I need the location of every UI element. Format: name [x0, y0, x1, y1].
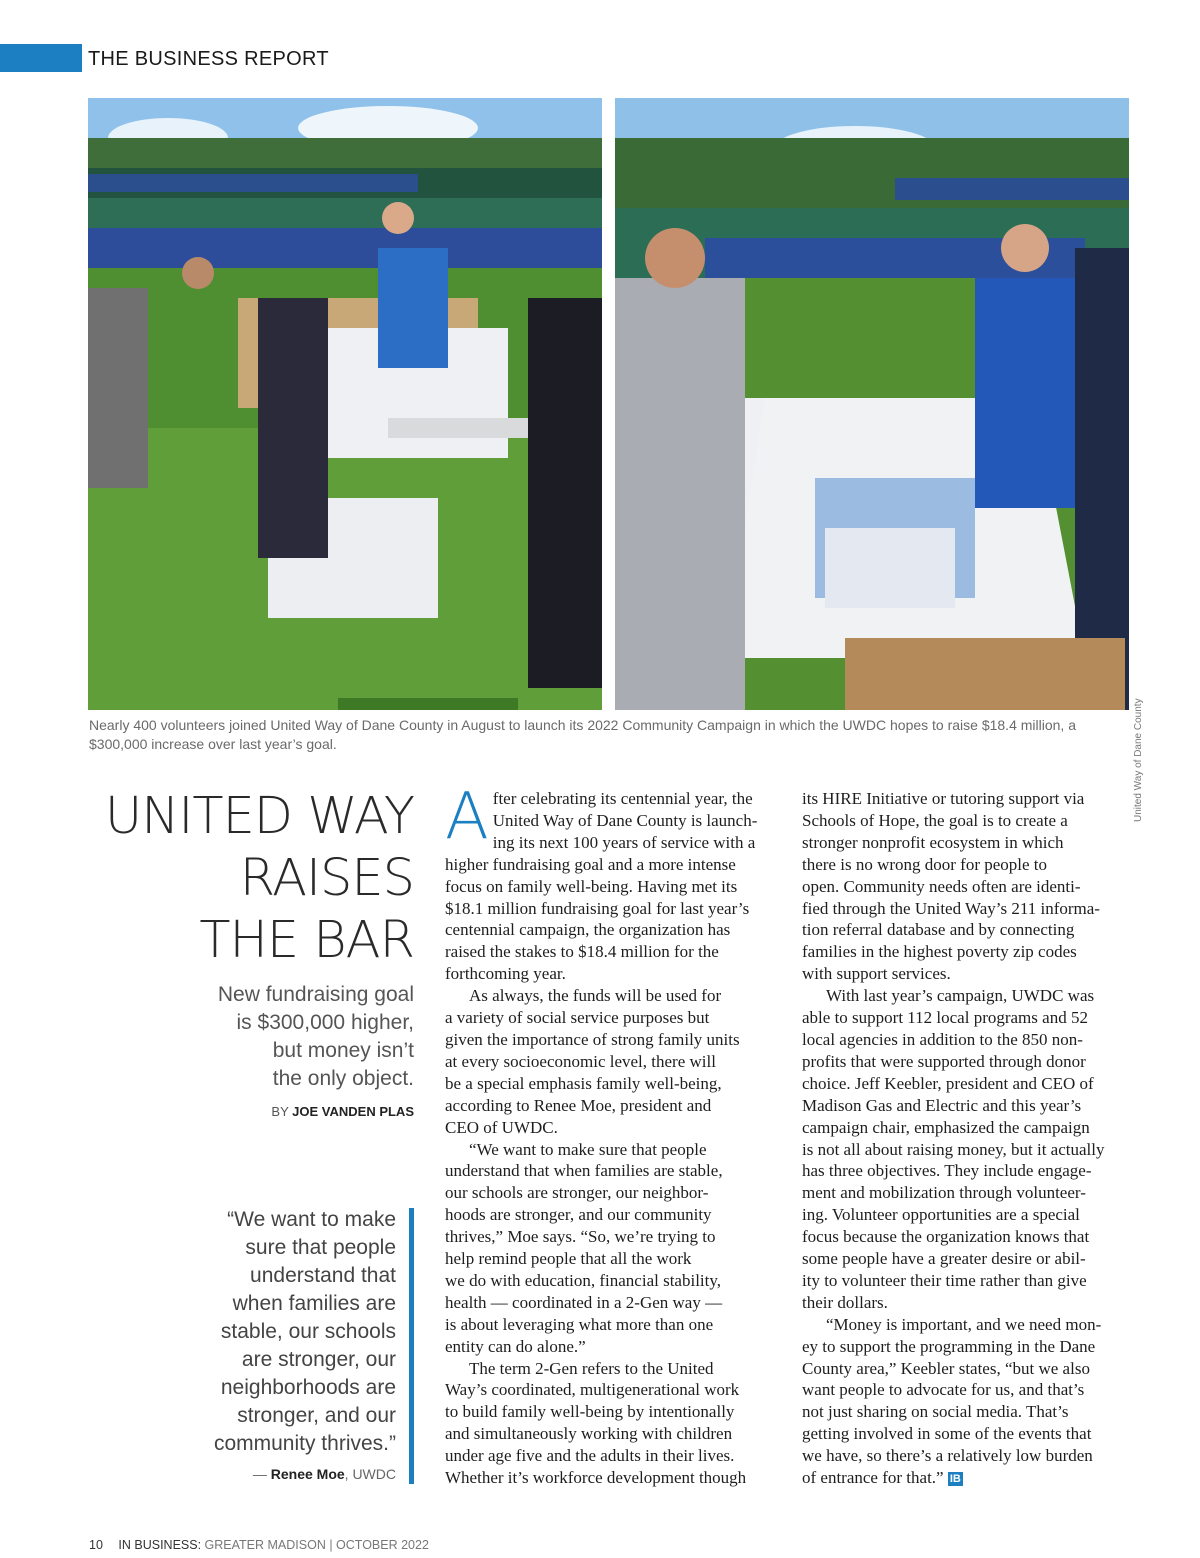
publication-name: IN BUSINESS: [118, 1538, 202, 1552]
byline-author: JOE VANDEN PLAS [292, 1104, 414, 1119]
article-text-line: getting involved in some of the events that [802, 1424, 1092, 1444]
photo-volunteers-left [88, 98, 602, 710]
pullquote-line: understand that [250, 1264, 396, 1287]
article-text-line: fter celebrating its centennial year, the [492, 789, 753, 808]
article-text-line: Whether it’s workforce development though [445, 1468, 747, 1488]
article-text-line: health — coordinated in a 2-Gen way — [445, 1292, 723, 1312]
article-text-line: United Way of Dane County is launch- [492, 810, 758, 830]
drop-cap: A [445, 780, 489, 854]
article-text-line: a variety of social service purposes but [445, 1008, 710, 1028]
pullquote-dash: — [252, 1466, 271, 1482]
article-text-line: raised the stakes to $18.4 million for the [445, 942, 719, 962]
pullquote-attribution [150, 1466, 396, 1482]
article-text-line: As always, the funds will be used for [469, 986, 722, 1006]
pullquote-line: are stronger, our [241, 1348, 396, 1371]
article-text-line: “Money is important, and we need mon- [826, 1314, 1102, 1334]
article-text-line: thrives,” Moe says. “So, we’re trying to [445, 1227, 716, 1247]
article-text-line: Schools of Hope, the goal is to create a [802, 810, 1068, 830]
pullquote-line: stable, our schools [220, 1320, 396, 1343]
pullquote-line: stronger, and our [237, 1404, 396, 1427]
article-text-line: is about leveraging what more than one [445, 1314, 714, 1334]
article-text-line: of entrance for that.” [802, 1468, 944, 1488]
article-text-line: open. Community needs often are identi- [802, 876, 1081, 896]
article-text-line: given the importance of strong family units [445, 1029, 740, 1049]
article-text-line: not just sharing on social media. That’s [802, 1402, 1069, 1422]
headline-line: THE BAR [199, 911, 414, 970]
article-text-line: ey to support the programming in the Dane [802, 1336, 1096, 1356]
article-text-line: campaign chair, emphasized the campaign [802, 1117, 1090, 1137]
byline [150, 1104, 414, 1119]
page-number: 10 [89, 1538, 103, 1552]
article-column-1 [445, 780, 769, 1489]
end-mark-icon: IB [949, 1473, 961, 1486]
photo-caption: Nearly 400 volunteers joined United Way of Dane County in August to launch its 2022 Community Campaign in which the UWDC hopes to raise $18.4 million, a $300,000 increase over last year’s goal. [89, 717, 1076, 752]
pullquote-line: community thrives.” [213, 1432, 396, 1455]
article-text-line: at every socioeconomic level, there will [445, 1051, 716, 1071]
article-text-line: County area,” Keebler states, “but we also [802, 1358, 1090, 1378]
article-text-line: focus on family well-being. Having met its [445, 876, 738, 896]
article-text-line: hoods are stronger, and our community [445, 1205, 712, 1225]
headline-line: RAISES [239, 849, 414, 908]
article-text-line: choice. Jeff Keebler, president and CEO of [802, 1073, 1094, 1093]
article-text-line: families in the highest poverty zip codes [802, 942, 1077, 962]
article-text-line: and simultaneously working with children [445, 1424, 733, 1444]
article-text-line: understand that when families are stable, [445, 1161, 723, 1181]
article-text-line: our schools are stronger, our neighbor- [445, 1183, 709, 1203]
article-text-line: profits that were supported through donor [802, 1051, 1086, 1071]
byline-prefix: BY [271, 1104, 289, 1119]
page-footer [89, 1538, 429, 1552]
article-text-line: to build family well-being by intentionally [445, 1402, 735, 1422]
article-text-line: according to Renee Moe, president and [445, 1095, 712, 1115]
article-text-line: under age five and the adults in their lives. [445, 1446, 735, 1466]
article-headline [88, 786, 414, 972]
article-text-line: Madison Gas and Electric and this year’s [802, 1095, 1082, 1115]
article-text-line: $18.1 million fundraising goal for last year’s [445, 898, 750, 918]
photo-credit: United Way of Dane County [1133, 698, 1144, 822]
article-text-line: has three objectives. They include engage- [802, 1161, 1092, 1181]
article-text-line: “We want to make sure that people [469, 1139, 707, 1159]
pullquote-line: when families are [232, 1292, 396, 1315]
article-text-line: help remind people that all the work [445, 1249, 692, 1269]
pullquote-line: “We want to make [227, 1208, 396, 1231]
article-text-line: with support services. [802, 964, 951, 984]
article-text-line: ing. Volunteer opportunities are a special [802, 1205, 1080, 1225]
subhead-line: is $300,000 higher, [236, 1011, 414, 1034]
publication-edition: GREATER MADISON | OCTOBER 2022 [201, 1538, 429, 1552]
article-text-line: be a special emphasis family well-being, [445, 1073, 722, 1093]
article-text-line: we have, so there’s a relatively low burden [802, 1446, 1093, 1466]
article-text-line: is not all about raising money, but it actually [802, 1139, 1105, 1159]
article-subhead [150, 981, 414, 1093]
article-text-line: entity can do alone.” [445, 1336, 586, 1356]
pullquote-org: , UWDC [344, 1466, 396, 1482]
pullquote-name: Renee Moe [270, 1466, 345, 1482]
article-text-line: stronger nonprofit ecosystem in which [802, 832, 1064, 852]
article-text-line: centennial campaign, the organization has [445, 920, 731, 940]
subhead-line: New fundraising goal [217, 983, 414, 1006]
article-text-line: ment and mobilization through volunteer- [802, 1183, 1086, 1203]
article-text-line: focus because the organization knows that [802, 1227, 1090, 1247]
article-text-line: With last year’s campaign, UWDC was [826, 986, 1095, 1006]
subhead-line: but money isn’t [272, 1039, 414, 1062]
article-text-line: CEO of UWDC. [445, 1117, 558, 1137]
pullquote [150, 1206, 396, 1458]
article-text-line: Way’s coordinated, multigenerational work [445, 1380, 740, 1400]
article-last-line [802, 1467, 1126, 1489]
subhead-line: the only object. [272, 1067, 414, 1090]
article-text-line: we do with education, financial stability, [445, 1270, 722, 1290]
article-text-line: forthcoming year. [445, 964, 566, 984]
article-text-line: higher fundraising goal and a more intense [445, 854, 736, 874]
photo-volunteers-right [615, 98, 1129, 710]
article-text-line: ing its next 100 years of service with a [492, 832, 756, 852]
article-text-line: its HIRE Initiative or tutoring support via [802, 789, 1085, 808]
article-text-line: want people to advocate for us, and that’s [802, 1380, 1085, 1400]
article-text-line: there is no wrong door for people to [802, 854, 1048, 874]
article-text-line: tion referral database and by connecting [802, 920, 1075, 940]
article-text-line: able to support 112 local programs and 52 [802, 1008, 1088, 1028]
headline-line: UNITED WAY [104, 787, 414, 846]
pullquote-rule [409, 1208, 414, 1484]
article-text-line: ity to volunteer their time rather than give [802, 1270, 1087, 1290]
article-column-2 [802, 788, 1126, 1489]
article-text-line: some people have a greater desire or abil- [802, 1249, 1086, 1269]
pullquote-line: sure that people [245, 1236, 396, 1259]
section-color-bar [0, 44, 82, 72]
article-text-line: fied through the United Way’s 211 informa- [802, 898, 1100, 918]
pullquote-line: neighborhoods are [220, 1376, 396, 1399]
article-text-line: local agencies in addition to the 850 non- [802, 1029, 1083, 1049]
article-text-line: their dollars. [802, 1292, 888, 1312]
article-text-line: The term 2-Gen refers to the United [469, 1358, 714, 1378]
section-title: THE BUSINESS REPORT [88, 48, 329, 70]
